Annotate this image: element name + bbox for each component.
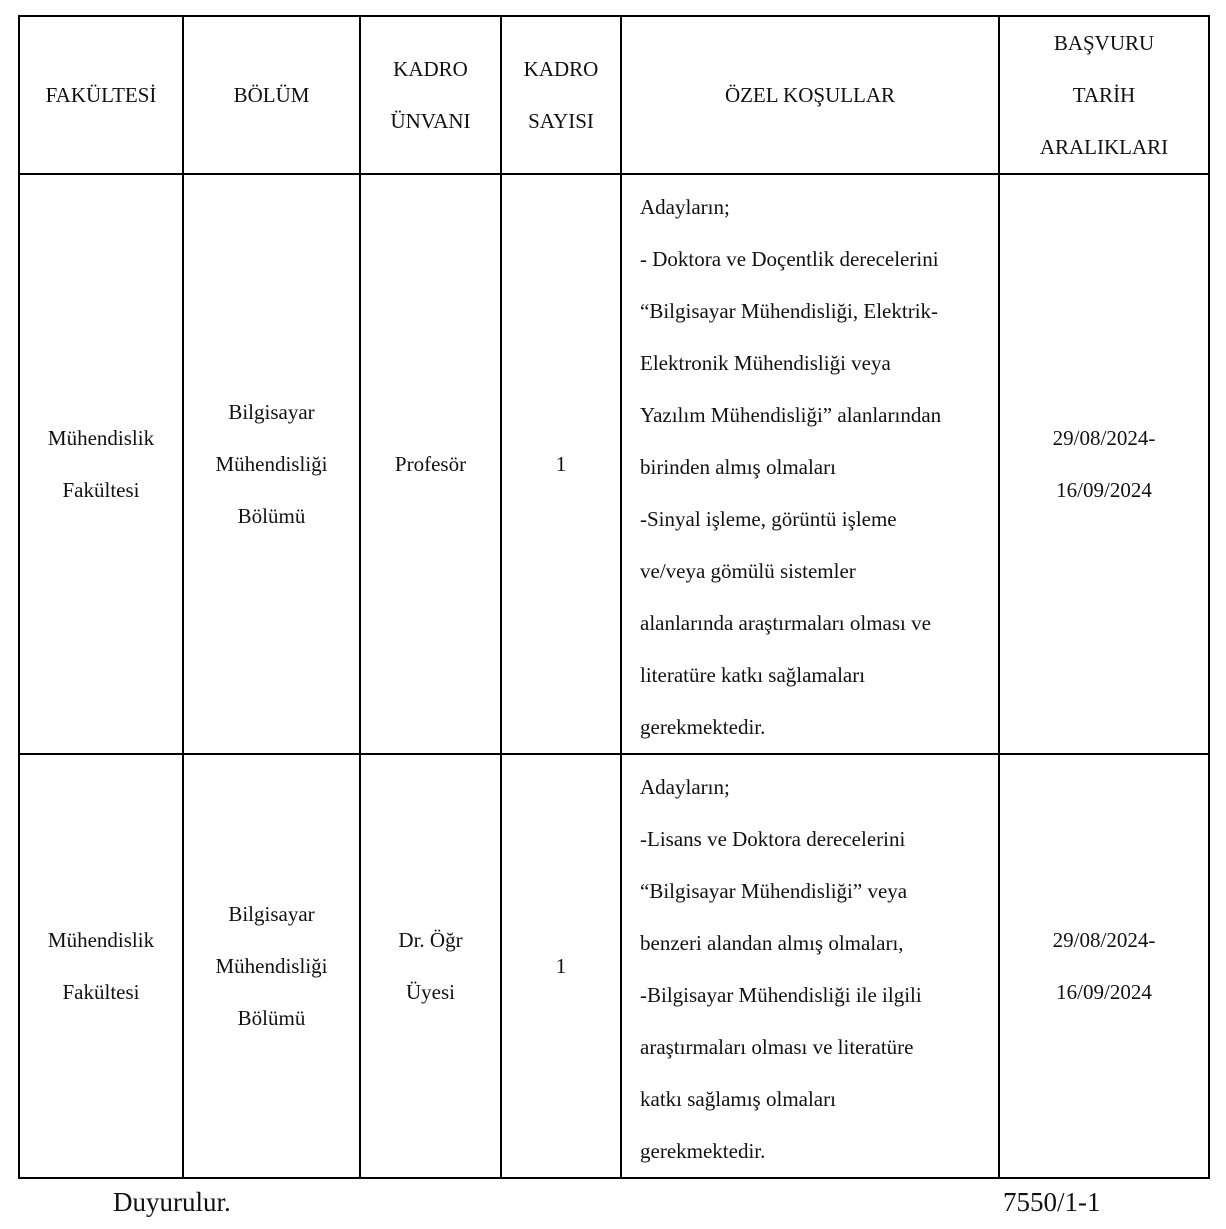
cell-basvuru-tarih: 29/08/2024- 16/09/2024 <box>999 754 1209 1178</box>
header-bolum: BÖLÜM <box>183 16 360 174</box>
header-kadro-unvani: KADRO ÜNVANI <box>360 16 501 174</box>
cell-ozel-kosullar: Adayların; -Lisans ve Doktora derecelerini “Bilgisayar Mühendisliği” veya benzeri alandan almış olmaları, -Bilgisayar Mühendisliği ile ilgili araştırmaları olması ve literatüre katkı sağlamış olmaları gerekmektedir. <box>621 754 999 1178</box>
cell-bolum: Bilgisayar Mühendisliği Bölümü <box>183 754 360 1178</box>
header-fakulte: FAKÜLTESİ <box>19 16 183 174</box>
cell-kadro-unvani: Dr. Öğr Üyesi <box>360 754 501 1178</box>
table-header-row <box>19 16 1209 174</box>
reference-number: 7550/1-1 <box>1003 1187 1101 1217</box>
cell-bolum: Bilgisayar Mühendisliği Bölümü <box>183 174 360 754</box>
header-basvuru-tarih: BAŞVURU TARİH ARALIKLARI <box>999 16 1209 174</box>
cell-fakulte: Mühendislik Fakültesi <box>19 754 183 1178</box>
header-kadro-sayisi: KADRO SAYISI <box>501 16 621 174</box>
cell-kadro-unvani: Profesör <box>360 174 501 754</box>
table-row <box>19 174 1209 754</box>
cell-fakulte: Mühendislik Fakültesi <box>19 174 183 754</box>
kadro-ilan-table <box>18 15 1210 1179</box>
cell-kadro-sayisi: 1 <box>501 174 621 754</box>
header-ozel-kosullar: ÖZEL KOŞULLAR <box>621 16 999 174</box>
cell-ozel-kosullar: Adayların; - Doktora ve Doçentlik derecelerini “Bilgisayar Mühendisliği, Elektrik- Elektronik Mühendisliği veya Yazılım Mühendisliği” alanlarından birinden almış olmaları -Sinyal işleme, görüntü işleme ve/veya gömülü sistemler alanlarında araştırmaları olması ve literatüre katkı sağlamaları gerekmektedir. <box>621 174 999 754</box>
table-row <box>19 754 1209 1178</box>
duyurulur-note: Duyurulur. <box>113 1187 231 1217</box>
cell-kadro-sayisi: 1 <box>501 754 621 1178</box>
cell-basvuru-tarih: 29/08/2024- 16/09/2024 <box>999 174 1209 754</box>
